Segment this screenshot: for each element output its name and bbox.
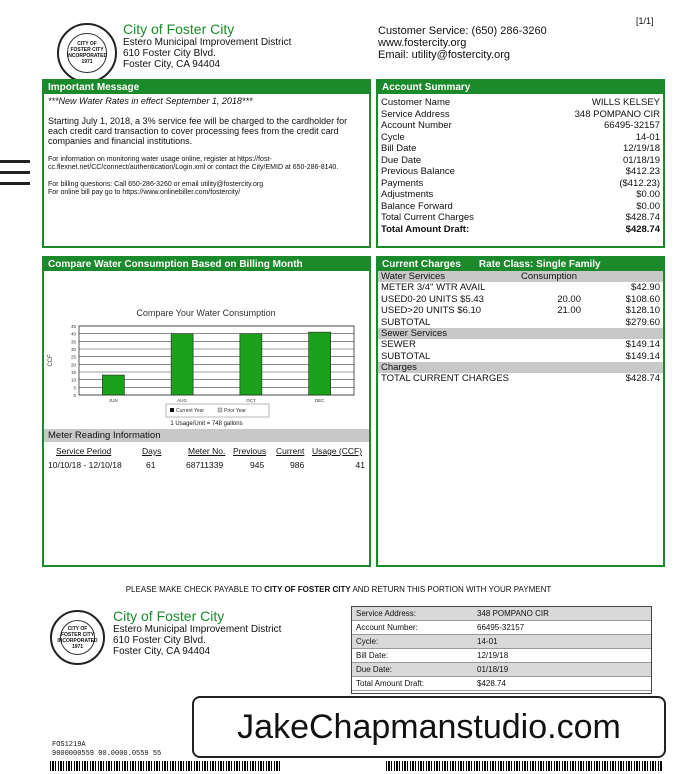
- water-charge-row: [378, 282, 663, 294]
- website-link[interactable]: www.fostercity.org: [378, 37, 467, 49]
- total-charges-row: [378, 373, 663, 385]
- summary-value: WILLS KELSEY: [591, 97, 660, 108]
- bar-current-year: [240, 334, 262, 395]
- x-tick-label: JUN: [109, 398, 118, 403]
- billing-questions: For billing questions: Call 650-286-3260 or email utility@fostercity.org: [48, 181, 264, 188]
- watermark-banner: JakeChapmanstudio.com: [192, 696, 666, 758]
- bar-current-year: [102, 375, 124, 395]
- water-charge-amount: $128.10: [625, 305, 660, 316]
- summary-value: ($412.23): [619, 177, 660, 189]
- remit-row: [352, 621, 651, 635]
- legend-current-year: Current Year: [176, 408, 205, 414]
- summary-row: [378, 201, 663, 213]
- remit-value: $428.74: [477, 679, 506, 688]
- summary-value: 14-01: [635, 131, 660, 143]
- water-services-head: [378, 271, 663, 282]
- y-tick-label: 40: [70, 331, 76, 337]
- contact-block: [378, 25, 547, 61]
- remit-label: Account Number:: [356, 623, 418, 632]
- city-seal: [57, 23, 117, 83]
- meter-col-current: Current: [276, 446, 305, 456]
- meter-col-usage: Usage (CCF): [312, 446, 363, 456]
- x-tick-label: OCT: [246, 398, 256, 403]
- remit-row: [352, 677, 651, 691]
- meter-current: 986: [290, 460, 305, 470]
- total-charges-value: $428.74: [625, 373, 660, 384]
- charges-head: Charges: [378, 362, 663, 373]
- meter-days: 61: [146, 460, 156, 470]
- water-charge-label: USED0-20 UNITS $5.43: [381, 293, 484, 305]
- summary-label: Service Address: [381, 108, 450, 120]
- summary-row: [378, 166, 663, 178]
- summary-label: Due Date: [381, 154, 422, 166]
- org-name-stub: City of Foster City: [113, 608, 225, 624]
- water-charge-amount: $108.60: [625, 293, 660, 305]
- charges-title-bar: [378, 258, 663, 271]
- summary-label: Previous Balance: [381, 166, 455, 177]
- chart-title: Compare Your Water Consumption: [136, 308, 276, 318]
- sewer-charge-label: SEWER: [381, 339, 416, 350]
- seal-text: CITY OF FOSTER CITY INCORPORATED 1971: [66, 41, 108, 65]
- remit-instruction-post: AND RETURN THIS PORTION WITH YOUR PAYMENT: [350, 585, 552, 594]
- remit-label: Total Amount Draft:: [356, 679, 425, 688]
- water-charge-qty: [531, 317, 581, 329]
- summary-label: Cycle: [381, 131, 405, 143]
- summary-label: Adjustments: [381, 189, 434, 200]
- remit-value: 66495-32157: [477, 623, 525, 632]
- important-message-box: [42, 79, 371, 248]
- org-line-2-stub: 610 Foster City Blvd.: [113, 635, 206, 646]
- remit-row: [352, 635, 651, 649]
- legend-swatch-prior: [218, 408, 222, 412]
- important-message-title: Important Message: [44, 81, 369, 94]
- total-charges-label: TOTAL CURRENT CHARGES: [381, 373, 509, 384]
- summary-total-value: $428.74: [625, 223, 660, 235]
- sewer-charge-label: SUBTOTAL: [381, 350, 431, 362]
- page-indicator: [1/1]: [636, 16, 654, 26]
- y-tick-label: 25: [70, 354, 76, 360]
- water-rows: [378, 282, 663, 328]
- summary-total-label: Total Amount Draft:: [381, 223, 470, 235]
- y-tick-label: 15: [70, 370, 76, 375]
- consumption-box: [42, 256, 371, 567]
- remit-row: [352, 607, 651, 621]
- charges-box: [376, 256, 665, 567]
- y-tick-label: 5: [73, 385, 76, 391]
- water-charge-row: [378, 294, 663, 306]
- fee-notice: Starting July 1, 2018, a 3% service fee will be charged to the cardholder for each credit card transaction to cover processing fees from the credit card companies and financial institutions.: [48, 116, 348, 146]
- meter-period: 10/10/18 - 12/10/18: [48, 460, 122, 470]
- summary-row: [378, 212, 663, 224]
- meter-header-row: [44, 445, 369, 457]
- sewer-charge-amount: $149.14: [625, 339, 660, 350]
- customer-service: Customer Service: (650) 286-3260: [378, 25, 547, 37]
- rate-class: Rate Class: Single Family: [478, 259, 601, 270]
- remit-row: [352, 663, 651, 677]
- remit-instruction-payee: CITY OF FOSTER CITY: [264, 585, 351, 594]
- summary-label: Balance Forward: [381, 200, 453, 212]
- org-line-3-stub: Foster City, CA 94404: [113, 646, 211, 657]
- org-block-stub: [113, 608, 281, 657]
- remit-label: Cycle:: [356, 637, 379, 646]
- city-seal-stub: [50, 610, 105, 665]
- water-head-label: Water Services: [381, 271, 446, 282]
- org-line-1-stub: Estero Municipal Improvement District: [113, 624, 282, 635]
- meter-col-period: Service Period: [56, 446, 112, 456]
- meter-usage: 41: [355, 460, 365, 470]
- summary-row: [378, 132, 663, 144]
- summary-value: $0.00: [636, 200, 660, 212]
- account-summary-title: Account Summary: [378, 81, 663, 94]
- y-tick-label: 20: [70, 362, 76, 368]
- unit-note: 1 Usage/Unit = 748 gallons: [170, 421, 243, 427]
- x-tick-label: AUG: [177, 398, 188, 403]
- y-tick-label: 30: [70, 347, 76, 352]
- y-tick-label: 10: [70, 377, 76, 383]
- email-link[interactable]: Email: utility@fostercity.org: [378, 49, 510, 61]
- chart-ylabel: CCF: [48, 354, 54, 367]
- meter-number: 68711339: [186, 460, 224, 470]
- legend-swatch-current: [170, 408, 174, 412]
- water-charge-label: SUBTOTAL: [381, 316, 431, 328]
- barcode-left: [50, 761, 280, 771]
- summary-row: [378, 178, 663, 190]
- water-charge-amount: $42.90: [630, 282, 660, 293]
- remit-label: Due Date:: [356, 665, 393, 674]
- summary-label: Bill Date: [381, 143, 417, 154]
- water-charge-row: [378, 305, 663, 317]
- summary-rows: [378, 94, 663, 224]
- org-block: [123, 21, 291, 70]
- remit-value: 14-01: [477, 637, 498, 646]
- y-tick-label: 35: [70, 339, 76, 345]
- summary-row: [378, 143, 663, 155]
- y-tick-label: 45: [70, 324, 76, 329]
- meter-col-days: Days: [142, 446, 162, 456]
- rates-headline: ***New Water Rates in effect September 1, 2018***: [48, 96, 253, 106]
- consumption-head-label: Consumption: [521, 271, 577, 282]
- summary-total-row: [378, 224, 663, 236]
- barcode-right: [386, 761, 663, 771]
- summary-row: [378, 155, 663, 167]
- remit-instruction-pre: PLEASE MAKE CHECK PAYABLE TO: [125, 585, 265, 594]
- seal-text-stub: CITY OF FOSTER CITY INCORPORATED 1971: [57, 625, 98, 650]
- bar-current-year: [171, 334, 193, 395]
- summary-label: Customer Name: [381, 97, 451, 108]
- org-line-3: Foster City, CA 94404: [123, 59, 221, 70]
- water-charge-qty: [531, 282, 581, 294]
- account-summary-box: [376, 79, 665, 248]
- sewer-services-head: Sewer Services: [378, 328, 663, 339]
- water-charge-row: [378, 317, 663, 329]
- water-charge-qty: 21.00: [557, 305, 581, 316]
- stub-code-2: 9000000559 00.0000.0559 55: [52, 750, 162, 758]
- bar-current-year: [309, 332, 331, 395]
- meter-col-previous: Previous: [233, 446, 267, 456]
- water-charge-amount: $279.60: [625, 316, 660, 328]
- remit-value: 01/18/19: [477, 665, 509, 674]
- summary-value: $0.00: [636, 189, 660, 200]
- summary-value: $428.74: [625, 212, 660, 223]
- meter-previous: 945: [250, 460, 265, 470]
- consumption-chart: [44, 271, 369, 421]
- remit-label: Bill Date:: [356, 651, 389, 660]
- summary-row: [378, 97, 663, 109]
- stub-code-1: FOS1219A: [52, 741, 86, 749]
- monitor-info: For information on monitoring water usage online, register at https://fost-cc.flexnet.net/CC/connect/authentication/Login.xml or contact the City/EMID at 650-286-8140.: [48, 156, 339, 171]
- meter-col-meter: Meter No.: [188, 446, 226, 456]
- consumption-title: Compare Water Consumption Based on Billing Month: [44, 258, 369, 271]
- sewer-charge-row: [378, 339, 663, 351]
- summary-row: [378, 189, 663, 201]
- org-line-1: Estero Municipal Improvement District: [123, 37, 292, 48]
- remit-value: 12/19/18: [477, 651, 509, 660]
- summary-value: 12/19/18: [623, 143, 660, 154]
- sewer-charge-row: [378, 351, 663, 363]
- remit-row: [352, 649, 651, 663]
- org-line-2: 610 Foster City Blvd.: [123, 48, 216, 59]
- water-charge-qty: 20.00: [557, 293, 581, 305]
- remit-value: 348 POMPANO CIR: [477, 609, 549, 618]
- summary-label: Account Number: [381, 120, 452, 131]
- water-charge-label: USED>20 UNITS $6.10: [381, 305, 482, 316]
- charges-title: Current Charges: [382, 259, 461, 270]
- menu-icon[interactable]: [0, 160, 30, 185]
- online-pay-info: For online bill pay go to https://www.onlinebiller.com/fostercity/: [48, 189, 241, 196]
- summary-value: $412.23: [625, 166, 660, 177]
- y-tick-label: 0: [73, 393, 76, 398]
- summary-label: Total Current Charges: [381, 212, 474, 223]
- sewer-charge-amount: $149.14: [625, 350, 660, 362]
- summary-value: 66495-32157: [604, 120, 660, 131]
- meter-title: Meter Reading Information: [44, 429, 369, 442]
- org-name: City of Foster City: [123, 21, 235, 37]
- remit-instruction: [0, 585, 677, 594]
- legend-prior-year: Prior Year: [224, 408, 246, 414]
- summary-label: Payments: [381, 177, 424, 189]
- meter-row: [44, 459, 369, 471]
- water-charge-label: METER 3/4" WTR AVAIL: [381, 282, 486, 293]
- summary-value: 01/18/19: [623, 154, 660, 166]
- summary-row: [378, 120, 663, 132]
- sewer-rows: [378, 339, 663, 362]
- remit-table: [351, 606, 652, 694]
- x-tick-label: DEC: [314, 398, 325, 403]
- remit-label: Service Address:: [356, 609, 417, 618]
- summary-value: 348 POMPANO CIR: [574, 108, 660, 120]
- summary-row: [378, 109, 663, 121]
